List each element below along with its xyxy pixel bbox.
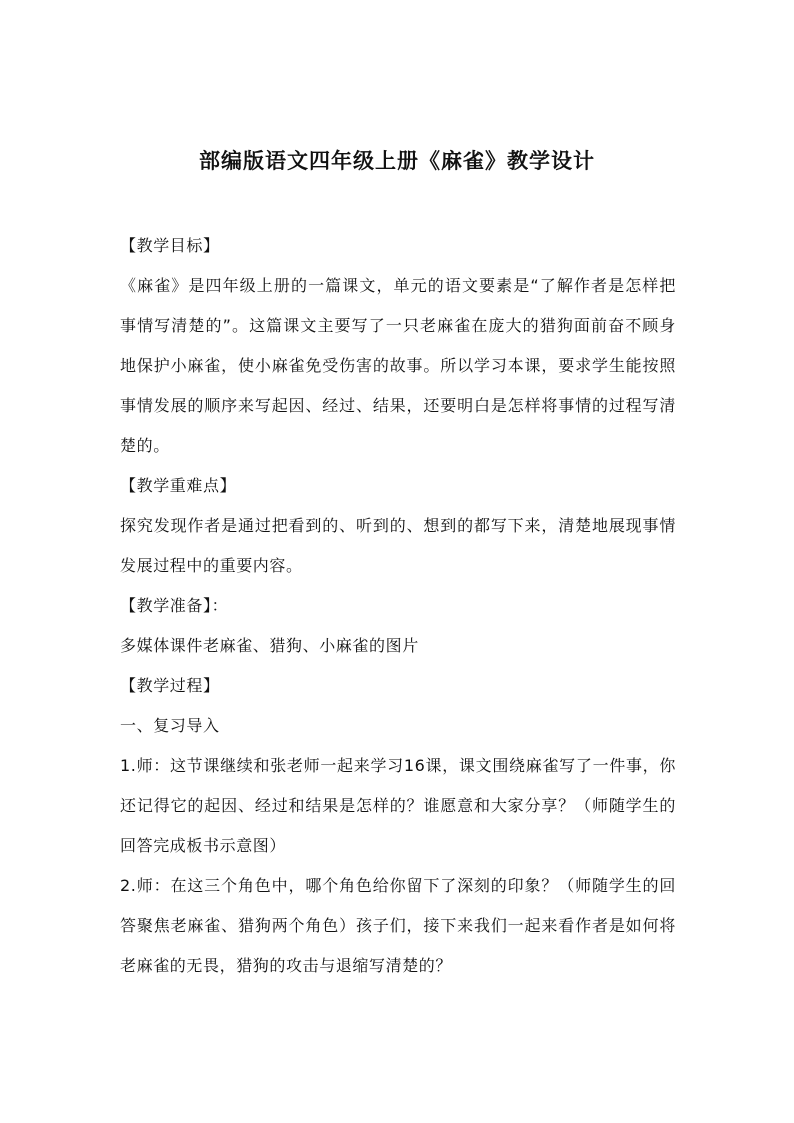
document-body [120, 226, 676, 986]
paragraph-item-1: 1.师：这节课继续和张老师一起来学习16课，课文围绕麻雀写了一件事，你还记得它的起因、经过和结果是怎样的？谁愿意和大家分享？（师随学生的回答完成板书示意图） [120, 756, 676, 855]
section-heading-process: 【教学过程】 [120, 676, 220, 695]
paragraph-item-2: 2.师：在这三个角色中，哪个角色给你留下了深刻的印象？（师随学生的回答聚焦老麻雀、猎狗两个角色）孩子们，接下来我们一起来看作者是如何将老麻雀的无畏，猎狗的攻击与退缩写清楚的？ [120, 876, 676, 975]
section-heading-key-points: 【教学重难点】 [120, 476, 237, 495]
page-title: 部编版语文四年级上册《麻雀》教学设计 [199, 149, 595, 173]
paragraph-goals: 《麻雀》是四年级上册的一篇课文，单元的语文要素是“了解作者是怎样把事情写清楚的”。这篇课文主要写了一只老麻雀在庞大的猎狗面前奋不顾身地保护小麻雀，使小麻雀免受伤害的故事。所以学习本课，要求学生能按照事情发展的顺序来写起因、经过、结果，还要明白是怎样将事情的过程写清楚的。 [120, 276, 676, 455]
section-heading-preparation: 【教学准备】： [120, 596, 229, 615]
step-heading-review: 一、复习导入 [120, 716, 220, 735]
section-heading-goals: 【教学目标】 [120, 236, 220, 255]
paragraph-key-points: 探究发现作者是通过把看到的、听到的、想到的都写下来，清楚地展现事情发展过程中的重要内容。 [120, 516, 676, 575]
paragraph-preparation: 多媒体课件老麻雀、猎狗、小麻雀的图片 [120, 636, 419, 655]
